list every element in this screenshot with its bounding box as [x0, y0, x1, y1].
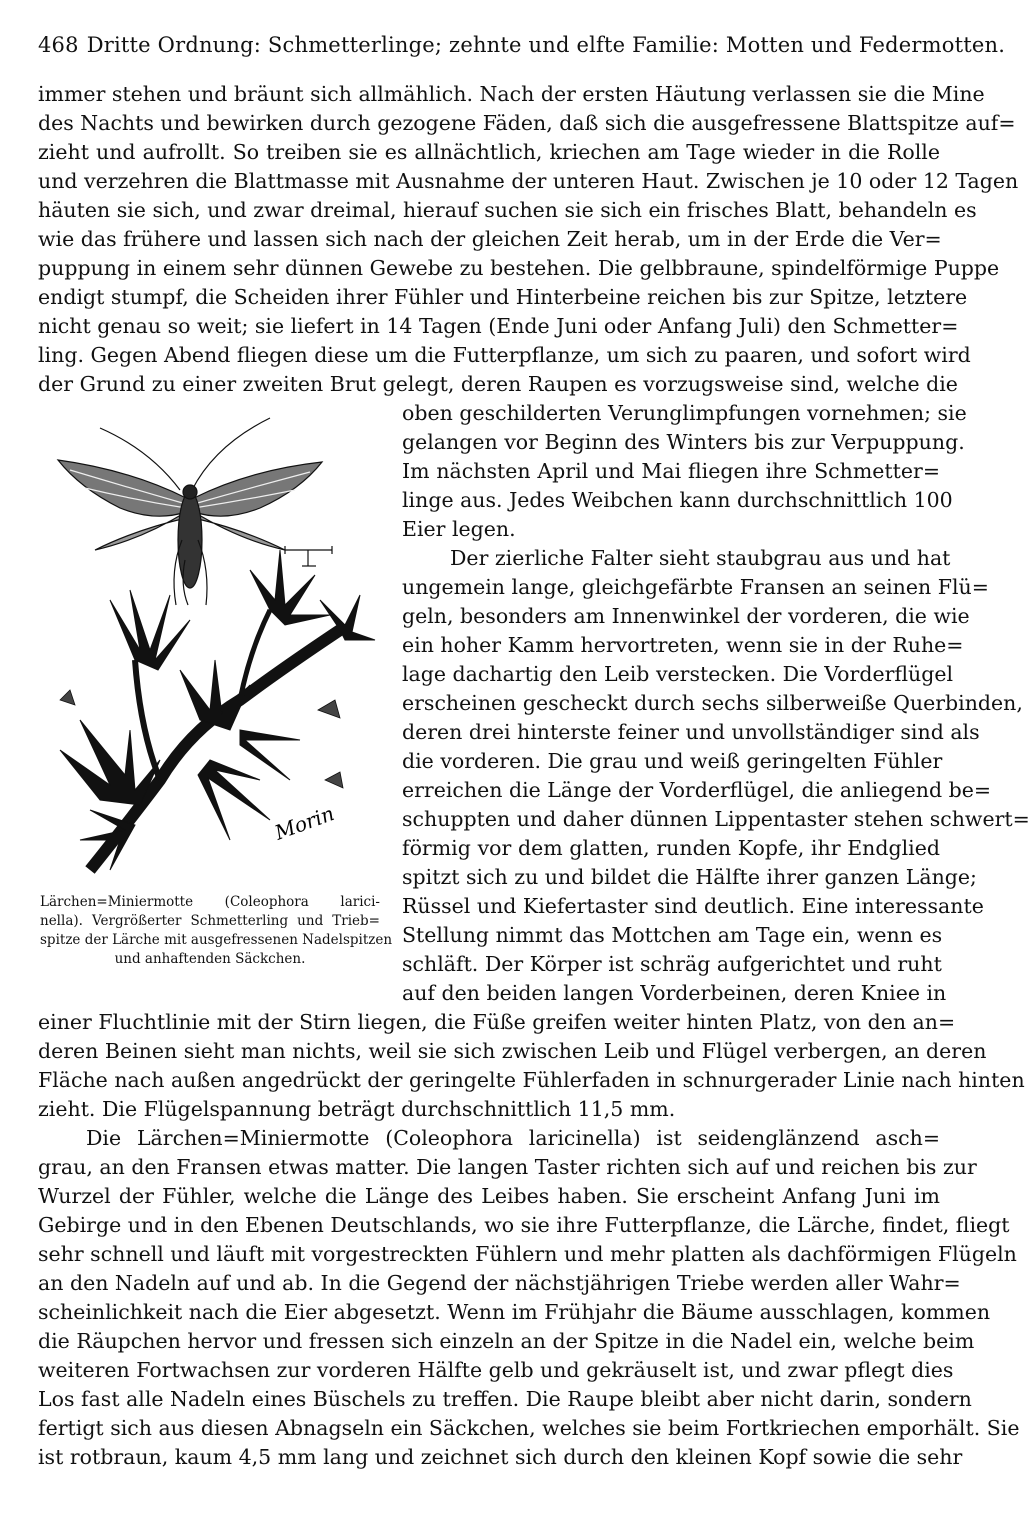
text-line: fertigt sich aus diesen Abnagseln ein Säckchen, welches sie beim Fortkriechen emporhält. Sie — [38, 1416, 1020, 1440]
text-line: die vorderen. Die grau und weiß geringelten Fühler — [402, 749, 943, 773]
text-line: des Nachts und bewirken durch gezogene Fäden, daß sich die ausgefressene Blattspitze auf= — [38, 111, 1016, 135]
artist-signature: Morin — [271, 801, 338, 845]
text-line: sehr schnell und läuft mit vorgestreckten Fühlern und mehr platten als dachförmigen Flügeln — [38, 1242, 1017, 1266]
text-line: geln, besonders am Innenwinkel der vorderen, die wie — [402, 604, 970, 628]
text-line: Fläche nach außen angedrückt der geringelte Fühlerfaden in schnurgerader Linie nach hinten — [38, 1068, 1025, 1092]
running-header — [38, 30, 1006, 60]
text-line: scheinlichkeit nach die Eier abgesetzt. Wenn im Frühjahr die Bäume ausschlagen, kommen — [38, 1300, 991, 1324]
text-line: Rüssel und Kiefertaster sind deutlich. Eine interessante — [402, 894, 984, 918]
caption-line: spitze der Lärche mit ausgefressenen Nadelspitzen — [40, 932, 393, 948]
text-line: der Grund zu einer zweiten Brut gelegt, deren Raupen es vorzugsweise sind, welche die — [38, 372, 958, 396]
text-line: Wurzel der Fühler, welche die Länge des Leibes haben. Sie erscheint Anfang Juni im — [38, 1184, 940, 1208]
caption-line: und anhaftenden Säckchen. — [114, 951, 306, 967]
running-title: Dritte Ordnung: Schmetterlinge; zehnte und elfte Familie: Motten und Federmotten. — [86, 33, 1006, 57]
page-number: 468 — [38, 33, 79, 57]
text-line: zieht. Die Flügelspannung beträgt durchschnittlich 11,5 mm. — [38, 1097, 676, 1121]
text-line: Stellung nimmt das Mottchen am Tage ein, wenn es — [402, 923, 943, 947]
scale-bar-icon — [285, 546, 332, 566]
text-line: ungemein lange, gleichgefärbte Fransen an seinen Flü= — [402, 575, 989, 599]
text-line: puppung in einem sehr dünnen Gewebe zu bestehen. Die gelbbraune, spindelförmige Puppe — [38, 256, 1000, 280]
text-line: Die Lärchen=Miniermotte (Coleophora laricinella) ist seidenglänzend asch= — [86, 1126, 940, 1150]
text-line: förmig vor dem glatten, runden Kopfe, ihr Endglied — [402, 836, 940, 860]
text-line: auf den beiden langen Vorderbeinen, deren Kniee in — [402, 981, 947, 1005]
text-line: ling. Gegen Abend fliegen diese um die Futterpflanze, um sich zu paaren, und sofort wird — [38, 343, 971, 367]
text-line: an den Nadeln auf und ab. In die Gegend der nächstjährigen Triebe werden aller Wahr= — [38, 1271, 961, 1295]
text-line: ist rotbraun, kaum 4,5 mm lang und zeichnet sich durch den kleinen Kopf sowie die sehr — [38, 1445, 963, 1469]
text-line: spitzt sich zu und bildet die Hälfte ihrer ganzen Länge; — [402, 865, 977, 889]
text-line: endigt stumpf, die Scheiden ihrer Fühler und Hinterbeine reichen bis zur Spitze, letztere — [38, 285, 968, 309]
text-line: erreichen die Länge der Vorderflügel, die anliegend be= — [402, 778, 992, 802]
text-line: nicht genau so weit; sie liefert in 14 Tagen (Ende Juni oder Anfang Juli) den Schmetter= — [38, 314, 959, 338]
text-line: ein hoher Kamm hervortreten, wenn sie in der Ruhe= — [402, 633, 964, 657]
text-line: einer Fluchtlinie mit der Stirn liegen, die Füße greifen weiter hinten Platz, von den an= — [38, 1010, 956, 1034]
text-line: wie das frühere und lassen sich nach der gleichen Zeit herab, um in der Erde die Ver= — [38, 227, 942, 251]
text-line: Los fast alle Nadeln eines Büschels zu treffen. Die Raupe bleibt aber nicht darin, sondern — [38, 1387, 972, 1411]
text-line: zieht und aufrollt. So treiben sie es allnächtlich, kriechen am Tage wieder in die Rolle — [38, 140, 940, 164]
text-line: Im nächsten April und Mai fliegen ihre Schmetter= — [402, 459, 940, 483]
text-line: deren drei hinterste feiner und unvollständiger sind als — [402, 720, 980, 744]
text-line: Der zierliche Falter sieht staubgrau aus und hat — [450, 546, 951, 570]
text-line: lage dachartig den Leib verstecken. Die Vorderflügel — [402, 662, 954, 686]
text-line: schuppten und daher dünnen Lippentaster stehen schwert= — [402, 807, 1030, 831]
text-line: Gebirge und in den Ebenen Deutschlands, wo sie ihre Futterpflanze, die Lärche, findet, fliegt — [38, 1213, 1010, 1237]
text-line: schläft. Der Körper ist schräg aufgerichtet und ruht — [402, 952, 942, 976]
text-line: linge aus. Jedes Weibchen kann durchschnittlich 100 — [402, 488, 953, 512]
text-line: die Räupchen hervor und fressen sich einzeln an der Spitze in die Nadel ein, welche beim — [38, 1329, 975, 1353]
figure-caption — [40, 893, 393, 969]
text-line: oben geschilderten Verunglimpfungen vornehmen; sie — [402, 401, 967, 425]
text-line: weiteren Fortwachsen zur vorderen Hälfte gelb und gekräuselt ist, und zwar pflegt dies — [38, 1358, 954, 1382]
text-line: gelangen vor Beginn des Winters bis zur Verpuppung. — [402, 430, 965, 454]
text-line: häuten sie sich, und zwar dreimal, hierauf suchen sie sich ein frisches Blatt, behandeln es — [38, 198, 977, 222]
caption-line: Lärchen=Miniermotte (Coleophora larici- — [40, 894, 380, 910]
text-line: deren Beinen sieht man nichts, weil sie sich zwischen Leib und Flügel verbergen, an deren — [38, 1039, 987, 1063]
text-line: grau, an den Fransen etwas matter. Die langen Taster richten sich auf und reichen bis zur — [38, 1155, 977, 1179]
text-line: erscheinen gescheckt durch sechs silberweiße Querbinden, — [402, 691, 1023, 715]
larch-moth-illustration — [40, 400, 380, 885]
text-line: Eier legen. — [402, 517, 516, 541]
caption-line: nella). Vergrößerter Schmetterling und Trieb= — [40, 913, 380, 929]
text-line — [38, 1472, 940, 1500]
text-line: immer stehen und bräunt sich allmählich. Nach der ersten Häutung verlassen sie die Mine — [38, 82, 985, 106]
text-line: und verzehren die Blattmasse mit Ausnahme der unteren Haut. Zwischen je 10 oder 12 Tagen — [38, 169, 1019, 193]
